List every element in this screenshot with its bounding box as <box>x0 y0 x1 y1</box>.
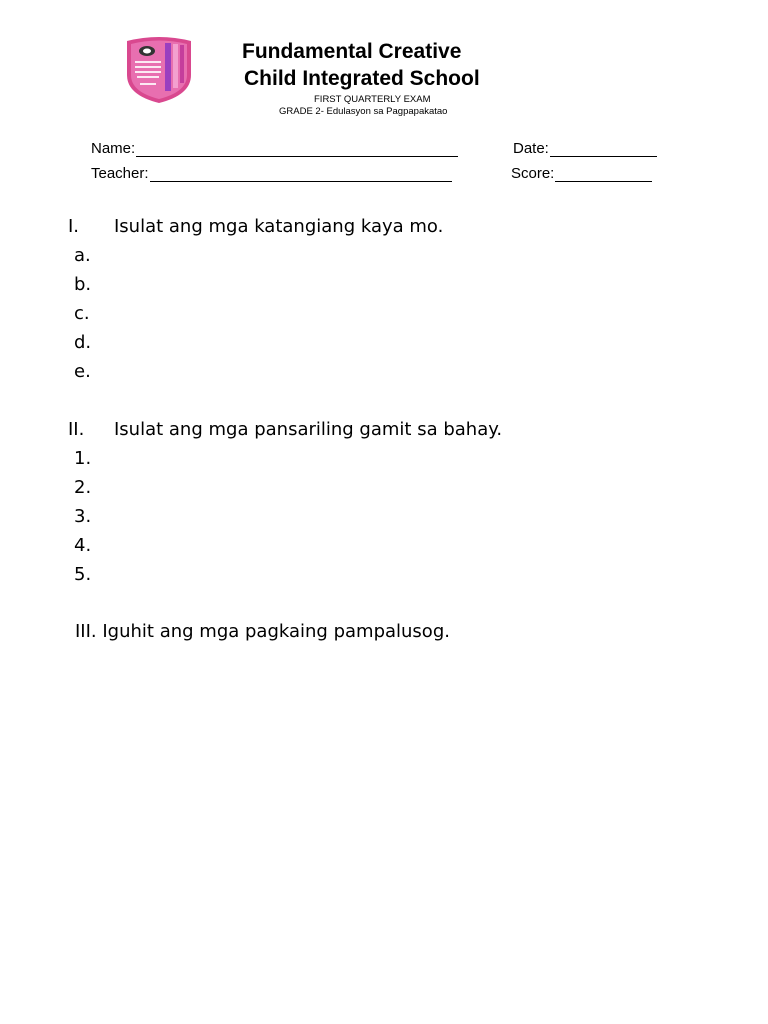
section-1-item: d. <box>74 332 92 353</box>
score-label: Score: <box>511 165 555 182</box>
exam-title: FIRST QUARTERLY EXAM <box>314 94 431 105</box>
date-blank-line[interactable] <box>550 142 657 157</box>
teacher-label: Teacher: <box>91 165 149 182</box>
name-blank-line[interactable] <box>136 142 458 157</box>
section-1-number: I. <box>68 216 80 237</box>
section-1-item: b. <box>74 274 92 295</box>
school-name-line2: Child Integrated School <box>244 67 480 90</box>
date-field[interactable] <box>513 140 657 157</box>
section-1-item: a. <box>74 245 91 266</box>
school-shield-icon <box>125 35 193 105</box>
section-2-item: 1. <box>74 448 92 469</box>
name-label: Name: <box>91 140 136 157</box>
teacher-blank-line[interactable] <box>150 167 452 182</box>
section-2-item: 2. <box>74 477 92 498</box>
section-2-instruction: Isulat ang mga pansariling gamit sa bahay. <box>114 419 503 440</box>
score-field[interactable] <box>511 165 652 182</box>
section-2-number: II. <box>68 419 85 440</box>
school-name-line1: Fundamental Creative <box>242 40 462 63</box>
name-field[interactable] <box>91 140 458 157</box>
section-2-item: 5. <box>74 564 92 585</box>
grade-subject: GRADE 2- Edulasyon sa Pagpapakatao <box>279 106 448 117</box>
section-2-item: 4. <box>74 535 92 556</box>
teacher-field[interactable] <box>91 165 452 182</box>
section-2-item: 3. <box>74 506 92 527</box>
section-1-item: c. <box>74 303 90 324</box>
section-1-instruction: Isulat ang mga katangiang kaya mo. <box>114 216 444 237</box>
score-blank-line[interactable] <box>555 167 652 182</box>
school-logo <box>125 35 193 105</box>
section-1-item: e. <box>74 361 91 382</box>
date-label: Date: <box>513 140 549 157</box>
section-3-heading: III. Iguhit ang mga pagkaing pampalusog. <box>75 621 450 642</box>
